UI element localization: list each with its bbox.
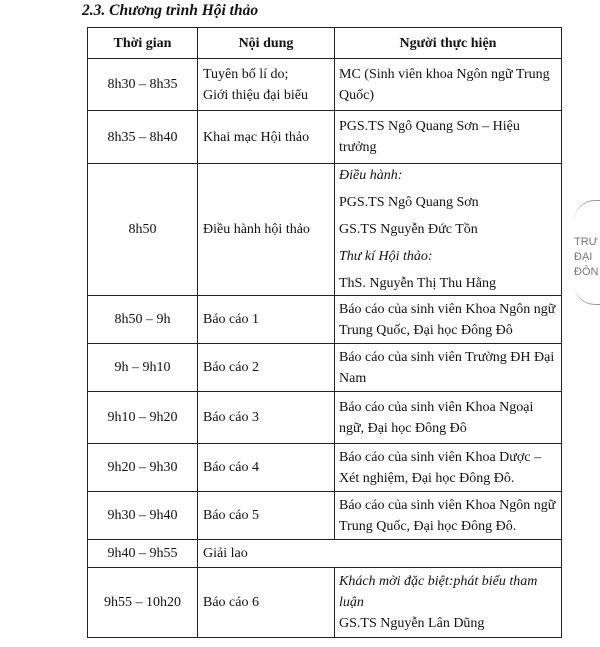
- performer-line: GS.TS Nguyễn Đức Tồn: [339, 222, 478, 237]
- content-cell: [198, 296, 335, 344]
- time-cell: 9h55 – 10h20: [88, 568, 198, 638]
- performer-line: Báo cáo của sinh viên Khoa Ngôn ngữ: [339, 497, 556, 513]
- content-line: Báo cáo 4: [203, 460, 259, 475]
- time-cell: 8h35 – 8h40: [88, 111, 198, 164]
- header-performer: Người thực hiện: [335, 28, 562, 59]
- performer-line: Nam: [339, 370, 367, 386]
- time-cell: 8h30 – 8h35: [88, 59, 198, 111]
- performer-line: Xét nghiệm, Đại học Đông Đô.: [339, 470, 515, 486]
- table-row: [88, 111, 562, 164]
- performer-role-label: Điều hành:: [339, 168, 403, 183]
- performer-cell: [335, 568, 562, 638]
- table-row: [88, 492, 562, 540]
- table-row: [88, 59, 562, 111]
- table-header-row: [88, 28, 562, 59]
- program-table: [87, 27, 562, 638]
- performer-cell: [335, 444, 562, 492]
- content-cell: [198, 568, 335, 638]
- performer-cell: [335, 164, 562, 296]
- table-row: [88, 344, 562, 392]
- content-line: Điều hành hội thảo: [203, 222, 310, 237]
- performer-cell: [335, 111, 562, 164]
- content-cell: [198, 164, 335, 296]
- stamp-text: ĐẠI: [574, 251, 593, 263]
- performer-line: ThS. Nguyễn Thị Thu Hằng: [339, 276, 496, 291]
- performer-line: Báo cáo của sinh viên Khoa Ngôn ngữ: [339, 301, 556, 317]
- stamp-text: TRƯ: [574, 236, 599, 248]
- time-cell: 9h30 – 9h40: [88, 492, 198, 540]
- performer-line: Trung Quốc, Đại học Đông Đô.: [339, 518, 517, 534]
- performer-line: PGS.TS Ngô Quang Sơn – Hiệu: [339, 119, 520, 134]
- content-cell: [198, 344, 335, 392]
- time-cell: 9h10 – 9h20: [88, 392, 198, 444]
- content-cell: [198, 111, 335, 164]
- content-line: Tuyên bố lí do;: [203, 66, 289, 82]
- performer-line: Báo cáo của sinh viên Khoa Ngoại: [339, 399, 534, 415]
- table-row: [88, 568, 562, 638]
- content-line: Báo cáo 3: [203, 410, 259, 425]
- content-line: Giới thiệu đại biểu: [203, 87, 308, 103]
- performer-line: Trung Quốc, Đại học Đông Đô: [339, 322, 513, 338]
- time-cell: 9h40 – 9h55: [88, 540, 198, 568]
- performer-line: PGS.TS Ngô Quang Sơn: [339, 195, 479, 210]
- performer-cell: [335, 492, 562, 540]
- section-title: 2.3. Chương trình Hội thảo: [82, 2, 259, 19]
- performer-line: trưởng: [339, 140, 377, 155]
- performer-line: GS.TS Nguyễn Lân Dũng: [339, 616, 485, 631]
- performer-line: MC (Sinh viên khoa Ngôn ngữ Trung: [339, 66, 550, 82]
- performer-cell: [335, 59, 562, 111]
- time-cell: 8h50 – 9h: [88, 296, 198, 344]
- performer-line: Báo cáo của sinh viên Khoa Dược –: [339, 449, 541, 465]
- content-cell: [198, 540, 562, 568]
- performer-role-label: Khách mời đặc biệt:phát biểu tham: [339, 574, 538, 589]
- stamp-text: ĐÔN: [574, 266, 599, 278]
- performer-line: Quốc): [339, 87, 374, 103]
- table-row: [88, 444, 562, 492]
- table-row: [88, 540, 562, 568]
- content-line: Báo cáo 6: [203, 595, 259, 610]
- content-line: Khai mạc Hội thảo: [203, 129, 310, 145]
- content-cell: [198, 392, 335, 444]
- content-cell: [198, 59, 335, 111]
- stamp-fragment: [574, 200, 600, 310]
- performer-cell: [335, 392, 562, 444]
- content-line: Báo cáo 5: [203, 508, 259, 523]
- content-line: Giải lao: [203, 546, 248, 561]
- table-row: [88, 296, 562, 344]
- time-cell: 9h20 – 9h30: [88, 444, 198, 492]
- performer-role-label: luận: [339, 595, 364, 610]
- table-row: [88, 164, 562, 296]
- performer-cell: [335, 344, 562, 392]
- performer-cell: [335, 296, 562, 344]
- content-cell: [198, 492, 335, 540]
- content-line: Báo cáo 2: [203, 360, 259, 375]
- performer-line: Báo cáo của sinh viên Trường ĐH Đại: [339, 349, 555, 365]
- time-cell: 9h – 9h10: [88, 344, 198, 392]
- header-time: Thời gian: [88, 28, 198, 59]
- performer-role-label: Thư kí Hội thảo:: [339, 249, 433, 264]
- content-cell: [198, 444, 335, 492]
- time-cell: 8h50: [88, 164, 198, 296]
- performer-line: ngữ, Đại học Đông Đô: [339, 420, 467, 436]
- content-line: Báo cáo 1: [203, 312, 259, 327]
- table-row: [88, 392, 562, 444]
- header-content: Nội dung: [198, 28, 335, 59]
